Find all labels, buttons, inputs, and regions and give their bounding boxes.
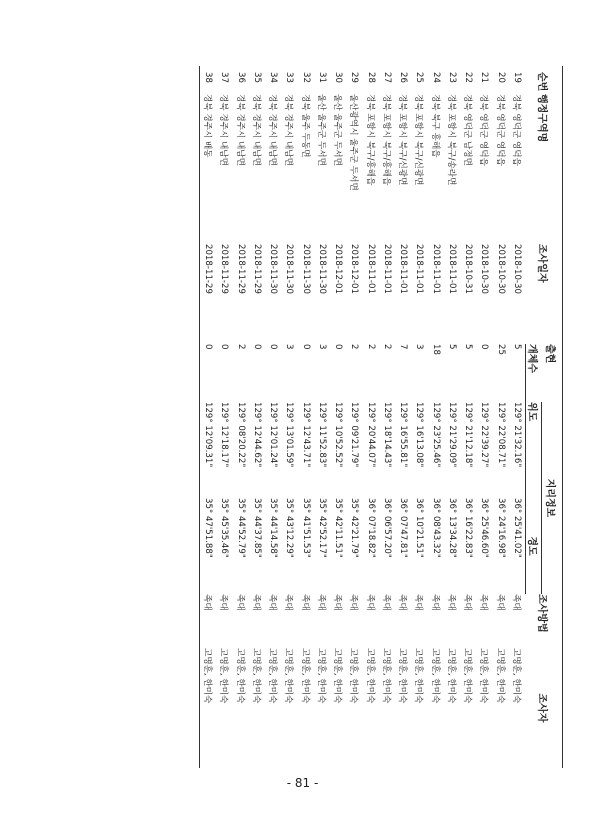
cell-no: 28 — [365, 72, 376, 83]
cell-region: 경북 포항시 북구/흥해읍 — [380, 94, 391, 186]
table-row — [476, 66, 492, 768]
cell-method: 족대 — [267, 594, 278, 611]
cell-lon: 36° 06'57.20" — [381, 498, 392, 558]
cell-surveyor: 고명훈, 한미숙 — [429, 648, 440, 704]
cell-date: 2018-11-01 — [414, 244, 425, 294]
cell-date: 2018-10-30 — [495, 244, 506, 294]
cell-date: 2018-11-30 — [284, 244, 295, 294]
cell-region: 경북 경주시 내남면 — [250, 94, 261, 166]
cell-surveyor: 고명훈, 한미숙 — [315, 648, 326, 704]
cell-no: 37 — [219, 72, 230, 83]
table-row — [460, 66, 476, 768]
cell-lon: 36° 10'21.51" — [414, 498, 425, 558]
cell-method: 족대 — [397, 594, 408, 611]
table-row — [216, 66, 232, 768]
table-row — [200, 66, 217, 768]
cell-lon: 36° 25'46.60" — [479, 498, 490, 558]
cell-region: 경북 영덕군 남정면 — [462, 94, 473, 166]
header-count-bottom: 개체수 — [526, 344, 542, 402]
cell-lat: 129° 09'21.79" — [349, 402, 360, 468]
cell-surveyor: 고명훈, 한미숙 — [332, 648, 343, 704]
cell-count: 0 — [251, 344, 262, 350]
cell-region: 경북 경주시 배동 — [202, 94, 213, 158]
table-row — [298, 66, 314, 768]
cell-count: 3 — [414, 344, 425, 350]
cell-lon: 35° 44'37.85" — [251, 498, 262, 558]
cell-lat: 129° 22'08.71" — [495, 402, 506, 468]
cell-count: 0 — [268, 344, 279, 350]
header-count-top: 출현 — [544, 344, 556, 364]
cell-count: 5 — [463, 344, 474, 350]
cell-date: 2018-11-29 — [235, 244, 246, 294]
table-row — [314, 66, 330, 768]
cell-count: 0 — [333, 344, 344, 350]
cell-method: 족대 — [511, 594, 522, 611]
header-surveyor: 조사자 — [536, 693, 548, 723]
cell-region: 경북 영덕군 영덕읍 — [494, 94, 505, 166]
cell-method: 족대 — [478, 594, 489, 611]
table-row — [493, 66, 509, 768]
cell-date: 2018-11-01 — [381, 244, 392, 294]
cell-method: 족대 — [429, 594, 440, 611]
cell-count: 3 — [284, 344, 295, 350]
cell-lon: 36° 07'47.81" — [398, 498, 409, 558]
cell-region: 경북 경주시 내남면 — [218, 94, 229, 166]
cell-surveyor: 고명훈, 한미숙 — [494, 648, 505, 704]
cell-no: 19 — [512, 72, 523, 83]
cell-lat: 129° 10'52.52" — [333, 402, 344, 468]
cell-no: 31 — [316, 72, 327, 83]
cell-no: 35 — [251, 72, 262, 83]
header-region: 행정구역명 — [536, 94, 548, 143]
cell-count: 5 — [511, 344, 522, 350]
cell-region: 경북 울주 두동면 — [299, 94, 310, 158]
cell-surveyor: 고명훈, 한미숙 — [202, 648, 213, 704]
table-row — [265, 66, 281, 768]
header-date: 조사일자 — [536, 244, 548, 283]
cell-method: 족대 — [494, 594, 505, 611]
cell-surveyor: 고명훈, 한미숙 — [445, 648, 456, 704]
table-row — [444, 66, 460, 768]
cell-lon: 35° 42'21.79" — [349, 498, 360, 558]
header-lat: 위도 — [526, 402, 542, 498]
table-row — [379, 66, 395, 768]
table-row — [281, 66, 297, 768]
cell-method: 족대 — [218, 594, 229, 611]
cell-no: 33 — [284, 72, 295, 83]
cell-lon: 36° 08'43.32" — [430, 498, 441, 558]
cell-no: 29 — [349, 72, 360, 83]
cell-lon: 35° 42'11.51" — [333, 498, 344, 558]
table-body — [200, 66, 526, 768]
cell-date: 2018-11-30 — [300, 244, 311, 294]
cell-region: 경북 영덕군 영덕읍 — [478, 94, 489, 166]
cell-count: 25 — [495, 344, 506, 355]
cell-lon: 35° 43'12.29" — [284, 498, 295, 558]
cell-date: 2018-11-01 — [446, 244, 457, 294]
table-row — [411, 66, 427, 768]
cell-date: 2018-11-01 — [365, 244, 376, 294]
header-method: 조사방법 — [536, 594, 548, 633]
cell-surveyor: 고명훈, 한미숙 — [511, 648, 522, 704]
cell-date: 2018-11-29 — [219, 244, 230, 294]
cell-no: 26 — [398, 72, 409, 83]
table-header — [526, 66, 563, 768]
cell-count: 0 — [479, 344, 490, 350]
cell-date: 2018-12-01 — [333, 244, 344, 294]
header-lon: 경도 — [526, 498, 542, 594]
cell-surveyor: 고명훈, 한미숙 — [380, 648, 391, 704]
table-row — [509, 66, 526, 768]
cell-date: 2018-10-30 — [479, 244, 490, 294]
cell-lat: 129° 22'39.27" — [479, 402, 490, 468]
cell-region: 울산 울주군 두서면 — [315, 94, 326, 166]
cell-method: 족대 — [250, 594, 261, 611]
cell-lat: 129° 12'01.24" — [268, 402, 279, 468]
cell-no: 32 — [300, 72, 311, 83]
cell-lat: 129° 12'18.17" — [219, 402, 230, 468]
cell-lat: 129° 16'55.81" — [398, 402, 409, 468]
cell-method: 족대 — [332, 594, 343, 611]
table-row — [330, 66, 346, 768]
cell-region: 경북 포항시 북구/신광면 — [397, 94, 408, 186]
cell-no: 23 — [446, 72, 457, 83]
table-row — [395, 66, 411, 768]
cell-method: 족대 — [364, 594, 375, 611]
cell-date: 2018-11-29 — [251, 244, 262, 294]
cell-region: 경북 경주시 내남면 — [283, 94, 294, 166]
cell-count: 0 — [203, 344, 214, 350]
cell-lat: 129° 12'44.62" — [251, 402, 262, 468]
cell-surveyor: 고명훈, 한미숙 — [462, 648, 473, 704]
cell-method: 족대 — [445, 594, 456, 611]
cell-lon: 35° 41'51.53" — [300, 498, 311, 558]
cell-lat: 129° 18'14.43" — [381, 402, 392, 468]
cell-lat: 129° 21'32.16" — [511, 402, 522, 468]
cell-lon: 36° 25'41.02" — [511, 498, 522, 558]
cell-surveyor: 고명훈, 한미숙 — [218, 648, 229, 704]
cell-lon: 35° 42'52.17" — [316, 498, 327, 558]
cell-date: 2018-10-30 — [512, 244, 523, 294]
cell-lon: 35° 44'14.58" — [268, 498, 279, 558]
cell-date: 2018-12-01 — [349, 244, 360, 294]
cell-lon: 36° 13'34.28" — [446, 498, 457, 558]
cell-lat: 129° 21'12.18" — [463, 402, 474, 468]
cell-surveyor: 고명훈, 한미숙 — [397, 648, 408, 704]
cell-count: 7 — [398, 344, 409, 350]
cell-region: 경북 포항시 북구/송라면 — [445, 94, 456, 186]
cell-method: 족대 — [283, 594, 294, 611]
survey-table — [199, 66, 563, 768]
cell-count: 5 — [446, 344, 457, 350]
cell-region: 울산 울주군 두서면 — [332, 94, 343, 166]
cell-surveyor: 고명훈, 한미숙 — [348, 648, 359, 704]
cell-lat: 129° 13'01.59" — [284, 402, 295, 468]
cell-lon: 36° 16'22.83" — [463, 498, 474, 558]
cell-no: 24 — [430, 72, 441, 83]
cell-lon: 36° 24'16.98" — [495, 498, 506, 558]
cell-surveyor: 고명훈, 한미숙 — [299, 648, 310, 704]
cell-count: 0 — [219, 344, 230, 350]
cell-surveyor: 고명훈, 한미숙 — [283, 648, 294, 704]
cell-date: 2018-11-29 — [203, 244, 214, 294]
cell-lat: 129° 11'52.83" — [316, 402, 327, 468]
table-row — [233, 66, 249, 768]
cell-method: 족대 — [462, 594, 473, 611]
cell-lat: 129° 20'44.07" — [365, 402, 376, 468]
cell-no: 25 — [414, 72, 425, 83]
cell-region: 경북 북구 흥해읍 — [429, 94, 440, 158]
cell-method: 족대 — [413, 594, 424, 611]
cell-region: 경북 포항시 북구/흥해읍 — [364, 94, 375, 186]
cell-region: 경북 포항시 북구/신광면 — [413, 94, 424, 186]
cell-count: 2 — [381, 344, 392, 350]
cell-lat: 129° 21'29.09" — [446, 402, 457, 468]
cell-surveyor: 고명훈, 한미숙 — [234, 648, 245, 704]
cell-region: 울산광역시 울주군 두서면 — [348, 94, 359, 191]
table-row — [363, 66, 379, 768]
cell-method: 족대 — [299, 594, 310, 611]
table-row — [249, 66, 265, 768]
cell-method: 족대 — [380, 594, 391, 611]
cell-no: 20 — [495, 72, 506, 83]
cell-count: 2 — [235, 344, 246, 350]
cell-method: 족대 — [202, 594, 213, 611]
cell-lon: 35° 44'52.79" — [235, 498, 246, 558]
header-no: 순번 — [536, 72, 548, 92]
cell-date: 2018-11-01 — [398, 244, 409, 294]
cell-region: 경북 경주시 내남면 — [234, 94, 245, 166]
cell-no: 36 — [235, 72, 246, 83]
cell-lat: 129° 12'43.71" — [300, 402, 311, 468]
cell-method: 족대 — [348, 594, 359, 611]
cell-lat: 129° 08'20.22" — [235, 402, 246, 468]
cell-method: 족대 — [234, 594, 245, 611]
cell-count: 2 — [365, 344, 376, 350]
cell-lat: 129° 23'25.46" — [430, 402, 441, 468]
page-number: - 81 - — [286, 776, 319, 790]
cell-no: 22 — [463, 72, 474, 83]
cell-lon: 36° 07'18.82" — [365, 498, 376, 558]
cell-surveyor: 고명훈, 한미숙 — [250, 648, 261, 704]
cell-no: 38 — [203, 72, 214, 83]
cell-lat: 129° 12'09.31" — [203, 402, 214, 468]
rotated-table-wrapper — [189, 66, 563, 768]
cell-surveyor: 고명훈, 한미숙 — [267, 648, 278, 704]
cell-date: 2018-11-30 — [268, 244, 279, 294]
cell-method: 족대 — [315, 594, 326, 611]
cell-surveyor: 고명훈, 한미숙 — [413, 648, 424, 704]
cell-no: 27 — [381, 72, 392, 83]
cell-no: 21 — [479, 72, 490, 83]
table-row — [428, 66, 444, 768]
cell-lon: 35° 47'51.88" — [203, 498, 214, 558]
cell-surveyor: 고명훈, 한미숙 — [364, 648, 375, 704]
cell-surveyor: 고명훈, 한미숙 — [478, 648, 489, 704]
header-geo: 지리정보 — [542, 402, 563, 594]
cell-region: 경북 경주시 내남면 — [267, 94, 278, 166]
cell-count: 2 — [349, 344, 360, 350]
cell-date: 2018-10-31 — [463, 244, 474, 294]
cell-no: 34 — [268, 72, 279, 83]
cell-date: 2018-11-30 — [316, 244, 327, 294]
cell-count: 0 — [300, 344, 311, 350]
cell-date: 2018-11-01 — [430, 244, 441, 294]
cell-count: 18 — [430, 344, 441, 355]
cell-count: 3 — [316, 344, 327, 350]
cell-lon: 35° 45'35.46" — [219, 498, 230, 558]
cell-lat: 129° 16'13.08" — [414, 402, 425, 468]
cell-region: 경북 영덕군 영덕읍 — [511, 94, 522, 166]
cell-no: 30 — [333, 72, 344, 83]
table-row — [346, 66, 362, 768]
